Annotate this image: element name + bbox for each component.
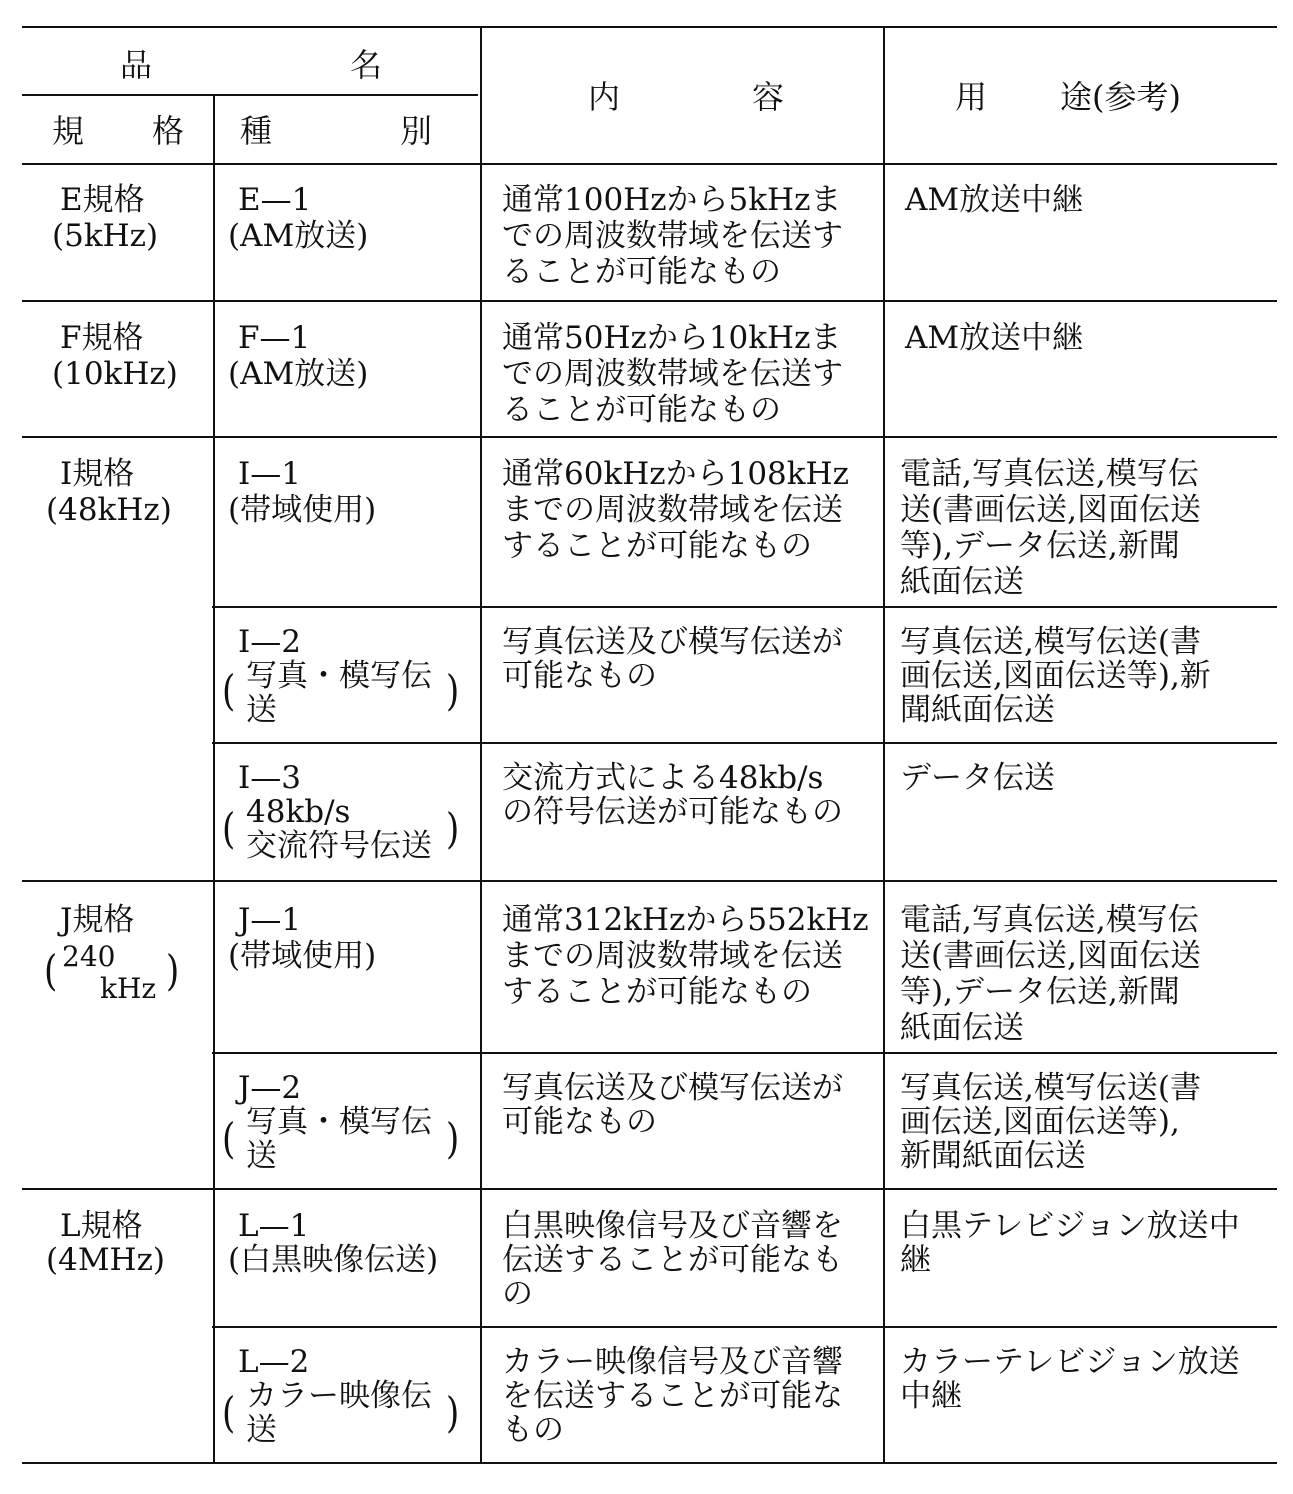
content-e1-line3: ることが可能なもの [502, 254, 781, 290]
type-f1-code: F—1 [238, 320, 311, 356]
content-l1-line1: 白黒映像信号及び音響を [502, 1208, 843, 1244]
use-j2-line3: 新聞紙面伝送 [900, 1138, 1086, 1174]
spec-j-name: J規格 [60, 902, 135, 938]
spec-j-paren-close: ) [166, 946, 180, 996]
content-i1-line2: までの周波数帯域を伝送 [502, 492, 843, 528]
content-i2-line1: 写真伝送及び模写伝送が [502, 624, 843, 660]
type-l2-desc-line2: 送 [246, 1412, 277, 1448]
type-i2-desc-line1: 写真・模写伝 [246, 658, 432, 694]
spec-j-paren-open: ( [44, 946, 58, 996]
use-j2-line2: 画伝送,図面伝送等), [900, 1104, 1180, 1140]
type-j2-desc-line2: 送 [246, 1138, 277, 1174]
spec-j-freq-line2: kHz [100, 972, 157, 1005]
table-top-rule [22, 26, 1277, 28]
content-f1-line1: 通常50Hzから10kHzま [502, 320, 842, 356]
content-i1-line1: 通常60kHzから108kHz [502, 456, 849, 492]
content-j1-line3: することが可能なもの [502, 974, 812, 1010]
type-l2-paren-open: ( [222, 1388, 236, 1438]
spec-f-name: F規格 [60, 320, 144, 356]
type-i3-code: I—3 [238, 760, 301, 796]
type-i3-desc-line2: 交流符号伝送 [246, 828, 432, 864]
type-j1-code: J—1 [238, 902, 302, 938]
table-bottom-rule [22, 1462, 1277, 1464]
type-j1-desc: (帯域使用) [228, 938, 377, 974]
content-l2-line1: カラー映像信号及び音響 [502, 1344, 843, 1380]
type-f1-desc: (AM放送) [228, 356, 369, 392]
type-l1-code: L—1 [238, 1208, 310, 1244]
type-i2-paren-close: ) [446, 666, 460, 716]
content-i3-line2: の符号伝送が可能なもの [502, 794, 843, 830]
header-shubetsu-1: 種 [240, 112, 273, 150]
use-j1-line4: 紙面伝送 [900, 1010, 1024, 1046]
type-e1-desc: (AM放送) [228, 218, 369, 254]
content-l1-line3: の [502, 1276, 533, 1312]
sub-rule-i1-i2 [212, 606, 1277, 608]
content-j1-line1: 通常312kHzから552kHz [502, 902, 869, 938]
content-j2-line2: 可能なもの [502, 1104, 657, 1140]
header-kikaku-2: 格 [152, 112, 185, 150]
header-shubetsu-2: 別 [400, 112, 433, 150]
col-rule-use [883, 28, 885, 1462]
type-i2-desc-line2: 送 [246, 692, 277, 728]
use-i2-line2: 画伝送,図面伝送等),新 [900, 658, 1211, 694]
col-rule-spec [213, 96, 215, 1462]
use-e1-line1: AM放送中継 [905, 182, 1084, 218]
type-e1-code: E—1 [238, 182, 312, 218]
spec-l-name: L規格 [60, 1208, 143, 1244]
header-kikaku-1: 規 [52, 112, 85, 150]
spec-e-name: E規格 [60, 182, 145, 218]
header-sub-rule [22, 94, 478, 96]
header-naiyou-2: 容 [752, 78, 785, 116]
content-j1-line2: までの周波数帯域を伝送 [502, 938, 843, 974]
use-i1-line1: 電話,写真伝送,模写伝 [900, 456, 1199, 492]
type-l2-paren-close: ) [446, 1388, 460, 1438]
use-l2-line1: カラーテレビジョン放送 [900, 1344, 1240, 1380]
use-i2-line3: 聞紙面伝送 [900, 692, 1055, 728]
col-rule-content [480, 28, 482, 1462]
row-rule-f-i [22, 436, 1277, 438]
sub-rule-l1-l2 [212, 1326, 1277, 1328]
header-hinmei-1: 品 [120, 46, 153, 84]
type-j2-paren-close: ) [446, 1114, 460, 1164]
type-l2-code: L—2 [238, 1344, 310, 1380]
use-i2-line1: 写真伝送,模写伝送(書 [900, 624, 1201, 660]
row-rule-e-f [22, 300, 1277, 302]
header-bottom-rule [22, 163, 1277, 165]
type-j2-code: J—2 [238, 1070, 302, 1106]
use-l1-line1: 白黒テレビジョン放送中 [900, 1208, 1240, 1244]
content-f1-line3: ることが可能なもの [502, 392, 781, 428]
spec-l-freq: (4MHz) [46, 1242, 166, 1278]
type-j2-desc-line1: 写真・模写伝 [246, 1104, 432, 1140]
spec-f-freq: (10kHz) [52, 356, 178, 392]
type-i2-code: I—2 [238, 624, 301, 660]
spec-i-name: I規格 [60, 456, 135, 492]
header-youto-3: (参考) [1092, 78, 1181, 116]
content-l1-line2: 伝送することが可能なも [502, 1242, 843, 1278]
spec-j-freq-line1: 240 [62, 940, 116, 973]
header-youto-1: 用 [955, 78, 988, 116]
use-j1-line3: 等),データ伝送,新聞 [900, 974, 1180, 1010]
row-rule-j-l [22, 1188, 1277, 1190]
use-i1-line3: 等),データ伝送,新聞 [900, 528, 1180, 564]
header-hinmei-2: 名 [350, 46, 383, 84]
use-i1-line4: 紙面伝送 [900, 564, 1024, 600]
row-rule-i-j [22, 880, 1277, 882]
type-i3-paren-close: ) [446, 804, 460, 854]
content-f1-line2: での周波数帯域を伝送す [502, 356, 843, 392]
header-naiyou-1: 内 [588, 78, 621, 116]
header-youto-2: 途 [1060, 78, 1093, 116]
type-i1-code: I—1 [238, 456, 301, 492]
use-l1-line2: 継 [900, 1242, 931, 1278]
spec-e-freq: (5kHz) [52, 218, 159, 254]
type-i1-desc: (帯域使用) [228, 492, 377, 528]
sub-rule-i2-i3 [212, 742, 1277, 744]
sub-rule-j1-j2 [212, 1052, 1277, 1054]
content-e1-line1: 通常100Hzから5kHzま [502, 182, 842, 218]
use-j1-line1: 電話,写真伝送,模写伝 [900, 902, 1199, 938]
type-l2-desc-line1: カラー映像伝 [246, 1378, 432, 1414]
type-j2-paren-open: ( [222, 1114, 236, 1164]
use-i1-line2: 送(書画伝送,図面伝送 [900, 492, 1201, 528]
content-e1-line2: での周波数帯域を伝送す [502, 218, 843, 254]
content-i2-line2: 可能なもの [502, 658, 657, 694]
content-l2-line2: を伝送することが可能な [502, 1378, 843, 1414]
type-i3-paren-open: ( [222, 804, 236, 854]
use-f1-line1: AM放送中継 [905, 320, 1084, 356]
spec-i-freq: (48kHz) [46, 492, 172, 528]
use-j1-line2: 送(書画伝送,図面伝送 [900, 938, 1201, 974]
use-i3-line1: データ伝送 [900, 760, 1055, 796]
use-l2-line2: 中継 [900, 1378, 962, 1414]
content-l2-line3: もの [502, 1412, 564, 1448]
content-j2-line1: 写真伝送及び模写伝送が [502, 1070, 843, 1106]
content-i1-line3: することが可能なもの [502, 528, 812, 564]
type-i3-desc-line1: 48kb/s [246, 794, 351, 830]
type-l1-desc: (白黒映像伝送) [228, 1242, 439, 1278]
content-i3-line1: 交流方式による48kb/s [502, 760, 824, 796]
type-i2-paren-open: ( [222, 666, 236, 716]
use-j2-line1: 写真伝送,模写伝送(書 [900, 1070, 1201, 1106]
